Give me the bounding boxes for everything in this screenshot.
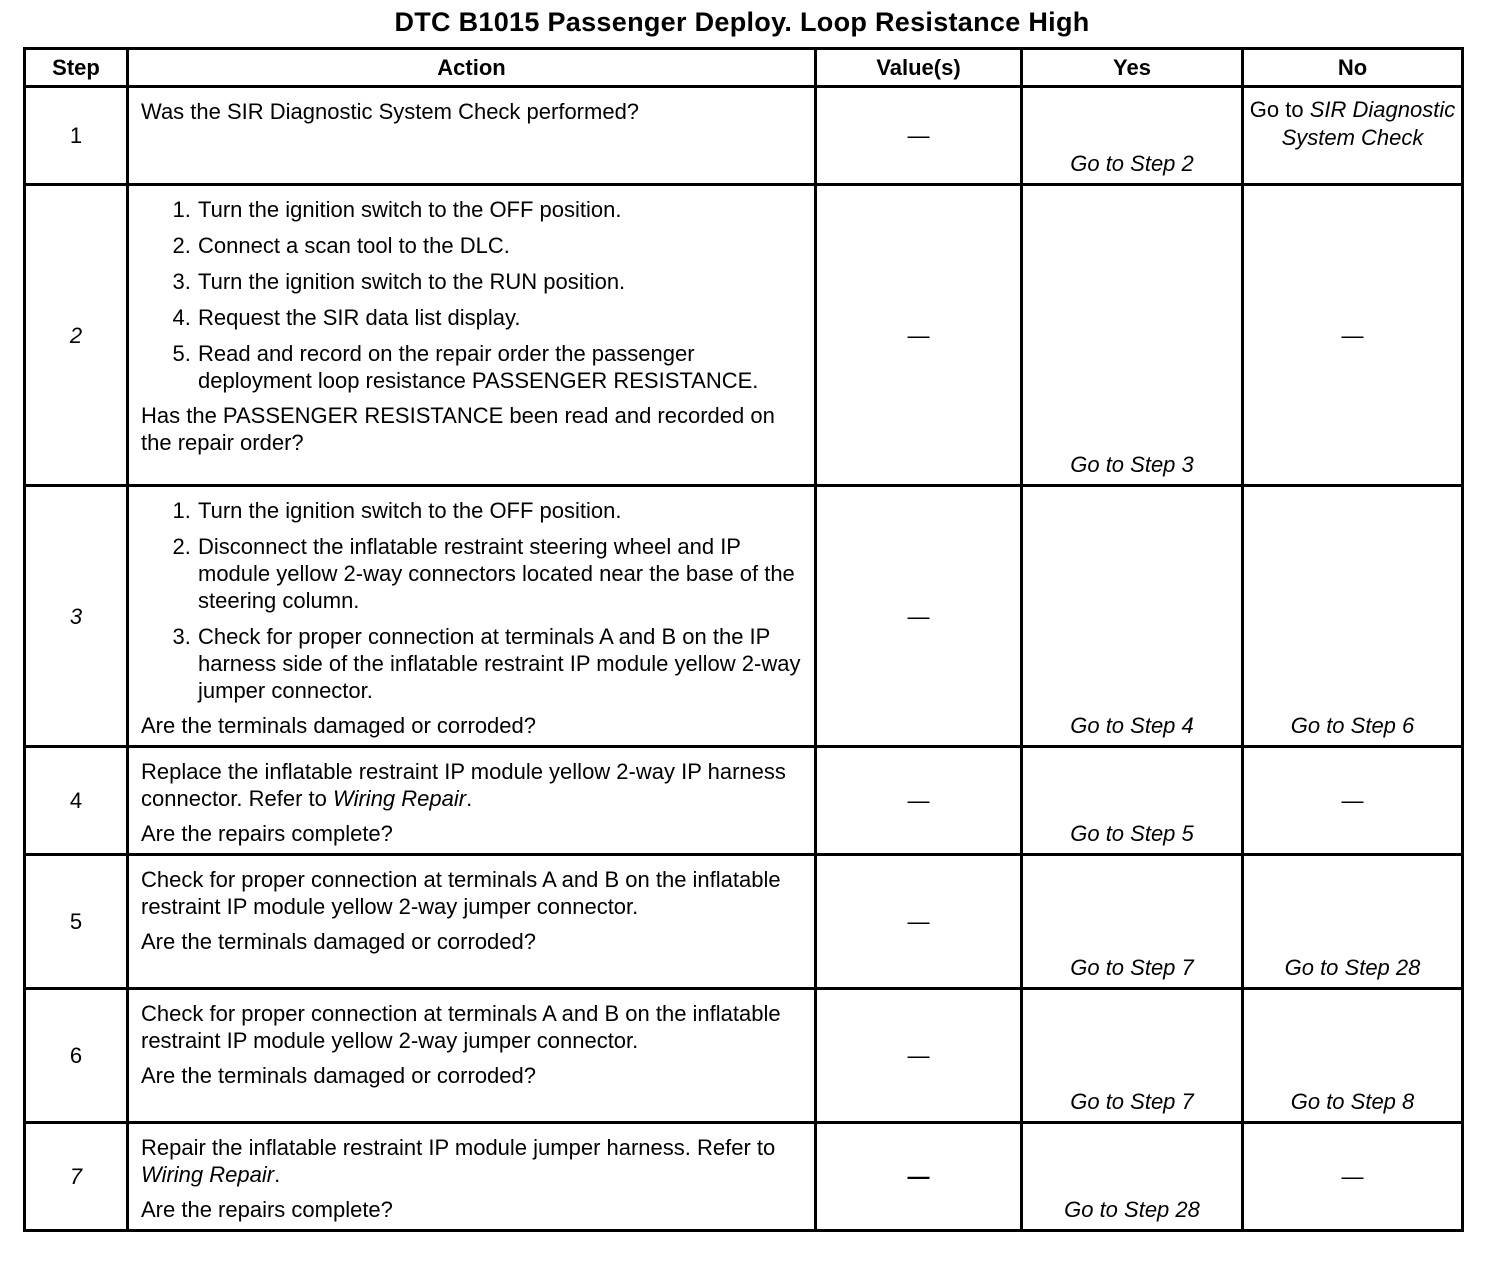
action-cell	[128, 747, 816, 855]
yes-cell: Go to Step 4	[1022, 486, 1243, 747]
procedure-item: 3. Check for proper connection at terminals A and B on the IP harness side of the inflatable restraint IP module yellow 2-way jumper connector.	[197, 623, 802, 704]
yes-cell: Go to Step 2	[1022, 87, 1243, 185]
action-cell	[128, 989, 816, 1123]
procedure-item: 3. Turn the ignition switch to the RUN position.	[197, 268, 802, 295]
no-cell: Go to Step 28	[1243, 855, 1463, 989]
no-cell: Go to Step 6	[1243, 486, 1463, 747]
action-question: Are the terminals damaged or corroded?	[141, 929, 536, 954]
table-row	[25, 989, 1463, 1123]
yes-cell: Go to Step 7	[1022, 855, 1243, 989]
table-row	[25, 87, 1463, 185]
no-cell: —	[1243, 747, 1463, 855]
action-question: Has the PASSENGER RESISTANCE been read and recorded on the repair order?	[141, 403, 775, 455]
action-text-prefix: Repair the inflatable restraint IP module jumper harness. Refer to	[141, 1135, 776, 1160]
action-text: Check for proper connection at terminals A and B on the inflatable restraint IP module yellow 2-way jumper connector.	[141, 867, 781, 919]
table-row	[25, 855, 1463, 989]
yes-cell: Go to Step 5	[1022, 747, 1243, 855]
action-cell	[128, 87, 816, 185]
no-cell: —	[1243, 1123, 1463, 1231]
action-question: Are the repairs complete?	[141, 1197, 393, 1222]
value-cell: —	[816, 1123, 1022, 1231]
action-text: Check for proper connection at terminals A and B on the inflatable restraint IP module yellow 2-way jumper connector.	[141, 1001, 781, 1053]
wiring-repair-reference: Wiring Repair	[141, 1162, 275, 1187]
table-row	[25, 1123, 1463, 1231]
action-text-prefix: Replace the inflatable restraint IP module yellow 2-way IP harness connector. Refer to	[141, 759, 786, 811]
step-number: 7	[25, 1123, 128, 1231]
table-row	[25, 747, 1463, 855]
procedure-item: 1. Turn the ignition switch to the OFF position.	[197, 196, 802, 223]
step-number: 1	[25, 87, 128, 185]
action-question: Was the SIR Diagnostic System Check performed?	[141, 99, 640, 124]
no-cell-reference: SIR Diagnostic System Check	[1281, 97, 1456, 150]
no-cell-prefix: Go to	[1249, 97, 1304, 122]
action-cell	[128, 855, 816, 989]
action-cell	[128, 486, 816, 747]
no-cell: —	[1243, 185, 1463, 486]
yes-cell: Go to Step 3	[1022, 185, 1243, 486]
action-text	[141, 1134, 802, 1188]
column-header-values: Value(s)	[816, 49, 1022, 87]
action-text-suffix: .	[466, 786, 473, 811]
value-cell: —	[816, 185, 1022, 486]
yes-cell: Go to Step 28	[1022, 1123, 1243, 1231]
yes-cell: Go to Step 7	[1022, 989, 1243, 1123]
value-cell: —	[816, 855, 1022, 989]
action-question: Are the repairs complete?	[141, 821, 393, 846]
no-cell: Go to Step 8	[1243, 989, 1463, 1123]
diagnostic-table	[23, 47, 1464, 1232]
value-cell: —	[816, 87, 1022, 185]
step-number: 3	[25, 486, 128, 747]
table-header-row	[25, 49, 1463, 87]
step-number: 6	[25, 989, 128, 1123]
action-text	[141, 758, 802, 812]
column-header-step: Step	[25, 49, 128, 87]
procedure-item: 2. Disconnect the inflatable restraint steering wheel and IP module yellow 2-way connectors located near the base of the steering column.	[197, 533, 802, 614]
procedure-item: 2. Connect a scan tool to the DLC.	[197, 232, 802, 259]
no-cell	[1243, 87, 1463, 185]
table-row	[25, 486, 1463, 747]
action-cell	[128, 185, 816, 486]
action-question: Are the terminals damaged or corroded?	[141, 1063, 536, 1088]
action-text-suffix: .	[274, 1162, 281, 1187]
table-row	[25, 185, 1463, 486]
value-cell: —	[816, 747, 1022, 855]
value-cell: —	[816, 486, 1022, 747]
procedure-item: 5. Read and record on the repair order the passenger deployment loop resistance PASSENGER RESISTANCE.	[197, 340, 802, 394]
step-number: 4	[25, 747, 128, 855]
column-header-no: No	[1243, 49, 1463, 87]
action-question: Are the terminals damaged or corroded?	[141, 713, 536, 738]
column-header-yes: Yes	[1022, 49, 1243, 87]
action-cell	[128, 1123, 816, 1231]
document-title: DTC B1015 Passenger Deploy. Loop Resistance High	[394, 7, 1090, 37]
procedure-list	[141, 196, 802, 394]
value-cell: —	[816, 989, 1022, 1123]
procedure-item: 1. Turn the ignition switch to the OFF position.	[197, 497, 802, 524]
step-number: 2	[25, 185, 128, 486]
procedure-item: 4. Request the SIR data list display.	[197, 304, 802, 331]
wiring-repair-reference: Wiring Repair	[333, 786, 467, 811]
step-number: 5	[25, 855, 128, 989]
column-header-action: Action	[128, 49, 816, 87]
procedure-list	[141, 497, 802, 704]
